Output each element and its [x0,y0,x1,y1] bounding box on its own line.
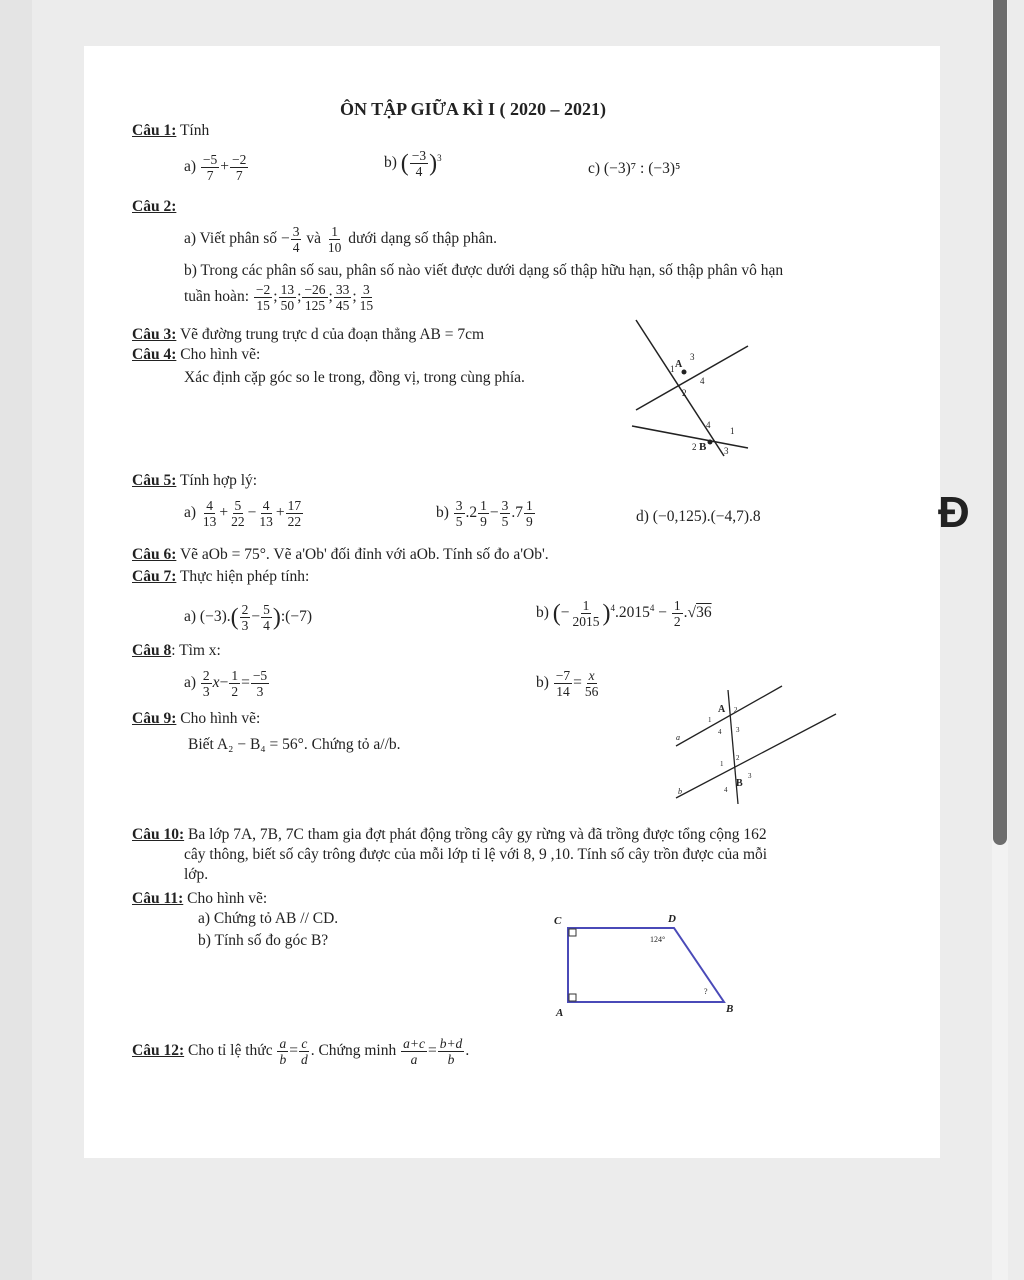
question-9-heading: Câu 9: [132,710,177,727]
angle-label: 4 [724,786,728,794]
question-11-heading: Câu 11: [132,890,184,907]
line-b [676,714,836,798]
q5d-expression: (−0,125).(−4,7).8 [652,508,761,525]
fraction: $\frac{-5}{3}$ [252,668,268,699]
question-5-heading: Câu 5: [132,472,177,489]
scrollbar-thumb[interactable] [993,0,1007,845]
fraction: $\frac{a}{b}$ [279,1036,287,1067]
question-4-heading: Câu 4: [132,346,177,363]
fraction: $\frac{c}{d}$ [300,1036,308,1067]
question-7-heading: Câu 7: [132,568,177,585]
question-1-heading: Câu 1: [132,122,177,139]
q7-part-b: b) (− $\frac{1}{2015}$ )$^4.2015^4$ − $\frac{1}{2}$ .√36 [536,598,712,629]
question-10-line1: Ba lớp 7A, 7B, 7C tham gia đợt phát động trồng cây gy rừng và đã trồng được tổng cộng 162 [187,826,767,843]
question-3-heading: Câu 3: [132,326,177,343]
fraction: $\frac{4}{13}$ [259,498,273,529]
figure-q9-parallel-lines [672,686,842,806]
angle-label: 4 [706,420,711,430]
q1c-label: c) [588,160,601,177]
trapezoid-shape [568,928,724,1002]
label-a: A [556,1007,564,1019]
q2-part-b-line2: tuần hoàn: $\frac{-2}{15}$ ; $\frac{13}{50}$ ; $\frac{-26}{125}$ ; $\frac{33}{45}$ ; $\frac{3}{15}$ [184,282,374,313]
fraction: $\frac{3}{4}$ [292,224,300,255]
q2-part-a: a) Viết phân số − $\frac{3}{4}$ và $\frac{1}{10}$ dưới dạng số thập phân. [184,224,497,255]
figure-q4-transversal [632,316,752,458]
question-11-part-b: b) Tính số đo góc B? [198,932,329,949]
q1b-label: b) [384,154,397,172]
question-5 [132,472,257,490]
q1-part-c [588,160,680,178]
q7b-label: b) [536,604,549,622]
angle-label: 3 [724,446,729,456]
q5-part-a: a) $\frac{4}{13}$ + $\frac{5}{22}$ − $\frac{4}{13}$ + $\frac{17}{22}$ [184,498,302,529]
q8-part-a: a) $\frac{2}{3}$ x− $\frac{1}{2}$ = $\frac{-5}{3}$ [184,668,268,699]
question-7 [132,568,309,586]
fraction: $\frac{-7}{14}$ [555,668,571,699]
question-4 [132,346,260,364]
fraction: $\frac{-2}{15}$ [255,282,271,313]
q2a-text-1: a) Viết phân số [184,230,278,248]
question-3-text: Vẽ đường trung trực d của đoạn thẳng AB = 7cm [179,326,485,343]
fraction: $\frac{a+c}{a}$ [403,1036,425,1067]
label-b: B [726,1003,734,1015]
q2a-text-2: và [306,230,321,248]
question-10-line3: lớp. [184,866,209,883]
question-12-heading: Câu 12: [132,1042,185,1060]
fraction: $\frac{-26}{125}$ [304,282,326,313]
q5a-label: a) [184,504,197,522]
fraction: $\frac{1}{9}$ [480,498,487,529]
question-9-text: Cho hình vẽ: [180,710,261,727]
q2a-text-3: dưới dạng số thập phân. [348,230,497,248]
fraction: $\frac{x}{56}$ [584,668,599,699]
question-12: Câu 12: Cho tỉ lệ thức $\frac{a}{b}$ = $\frac{c}{d}$ . Chứng minh $\frac{a+c}{a}$ = $\frac{b+d}{b}$ . [132,1036,470,1067]
angle-unknown-label: ? [704,987,708,996]
fraction: $\frac{13}{50}$ [280,282,295,313]
question-4-line2: Xác định cặp góc so le trong, đồng vị, trong cùng phía. [184,369,525,386]
angle-label: 4 [718,728,722,736]
question-9-line2: Biết A₂ − B₄ = 56°. Chứng tỏ a//b. [188,736,401,753]
angle-label: 4 [700,376,705,386]
angle-label: 2 [682,388,687,398]
angle-label: 3 [736,726,740,734]
question-8 [132,642,221,660]
question-8-text: : Tìm x: [171,642,221,659]
fraction: $\frac{5}{4}$ [263,602,270,633]
question-3 [132,326,484,344]
question-1 [132,122,209,140]
fraction: $\frac{5}{22}$ [231,498,245,529]
fraction: $\frac{2}{3}$ [241,602,249,633]
q1a-label: a) [184,158,197,176]
side-letter: Đ [938,488,970,537]
question-9 [132,710,260,728]
label-a: A [675,359,683,370]
q2-part-b-line1: b) Trong các phân số sau, phân số nào viết được dưới dạng số thập hữu hạn, số thập phân vô hạn [184,262,784,279]
label-c: C [554,915,562,927]
right-angle-c [569,929,576,936]
q8a-label: a) [184,674,197,692]
fraction: $\frac{3}{5}$ [501,498,509,529]
document-page [84,46,940,1158]
q1-part-b: b) ( $\frac{-3}{4}$ )$^3$ [384,148,442,179]
fraction: $\frac{17}{22}$ [287,498,302,529]
angle-label: 2 [734,706,738,714]
right-angle-a [569,994,576,1001]
fraction: $\frac{b+d}{b}$ [439,1036,463,1067]
page-title: ÔN TẬP GIỮA KÌ I ( 2020 – 2021) [340,99,607,119]
question-12-text-1: Cho tỉ lệ thức [187,1042,273,1060]
question-7-text: Thực hiện phép tính: [179,568,310,585]
q5-part-b: b) $\frac{3}{5}$ .2 $\frac{1}{9}$ − $\frac{3}{5}$ .7 $\frac{1}{9}$ [436,498,533,529]
question-11-text: Cho hình vẽ: [187,890,268,907]
fraction: $\frac{-5}{7}$ [202,152,218,183]
question-4-text: Cho hình vẽ: [180,346,261,363]
question-6 [132,546,549,564]
angle-label: 1 [730,426,735,436]
fraction: $\frac{2}{3}$ [202,668,210,699]
fraction: $\frac{1}{2015}$ [572,598,600,629]
label-d: D [668,913,676,925]
angle-label: 1 [720,760,724,768]
q5-part-d [636,508,761,526]
angle-124-label: 124° [650,935,666,944]
q5b-label: b) [436,504,449,522]
point-a [682,370,687,375]
question-11-part-a: a) Chứng tỏ AB // CD. [198,910,339,927]
question-11 [132,890,267,908]
angle-label: 3 [748,772,752,780]
fraction: $\frac{-2}{7}$ [232,152,247,183]
q2b-label: tuần hoàn: [184,288,249,306]
question-6-heading: Câu 6: [132,546,177,563]
question-5-text: Tính hợp lý: [179,472,258,489]
angle-label: 2 [692,442,697,452]
q1c-expression: (−3)⁷ : (−3)⁵ [603,160,681,177]
question-2-heading: Câu 2: [132,198,177,215]
q1-part-a: a) $\frac{-5}{7}$ + $\frac{-2}{7}$ [184,152,247,183]
q8-part-b: b) $\frac{-7}{14}$ = $\frac{x}{56}$ [536,668,599,699]
label-line-a: a [676,733,680,742]
label-line-b: b [678,787,682,796]
question-10-line2: cây thông, biết số cây trông được của mỗi lớp tỉ lệ với 8, 9 ,10. Tính số cây trồn được của mỗi [184,846,768,863]
fraction: $\frac{33}{45}$ [335,282,350,313]
question-6-text: Vẽ aOb = 75°. Vẽ a'Ob' đối đỉnh với aOb. Tính số đo a'Ob'. [179,546,549,563]
label-b-point: B [736,778,743,789]
label-a-point: A [718,704,726,715]
question-8-heading: Câu 8 [132,642,172,659]
question-10-heading: Câu 10: [132,826,185,843]
question-1-text: Tính [179,122,210,139]
angle-label: 2 [736,754,740,762]
fraction: $\frac{3}{15}$ [359,282,374,313]
question-12-text-2: . Chứng minh [310,1042,397,1060]
fraction: $\frac{1}{10}$ [327,224,342,255]
fraction: $\frac{-3}{4}$ [411,148,427,179]
angle-label: 1 [708,716,712,724]
fraction: $\frac{1}{2}$ [673,598,681,629]
angle-label: 3 [690,352,695,362]
fraction: $\frac{1}{2}$ [231,668,239,699]
left-margin [0,0,32,1280]
figure-q11-trapezoid [550,910,750,1022]
question-10 [132,826,767,844]
q7a-label: a) [184,608,197,626]
label-b: B [699,441,707,453]
angle-label: 1 [670,364,675,374]
q7-part-a: a) (−3).( $\frac{2}{3}$ − $\frac{5}{4}$ ):(−7) [184,602,312,633]
q8b-label: b) [536,674,549,692]
point-b [708,440,713,445]
fraction: $\frac{3}{5}$ [455,498,463,529]
fraction: $\frac{1}{9}$ [526,498,533,529]
fraction: $\frac{4}{13}$ [202,498,217,529]
q5d-label: d) [636,508,649,525]
